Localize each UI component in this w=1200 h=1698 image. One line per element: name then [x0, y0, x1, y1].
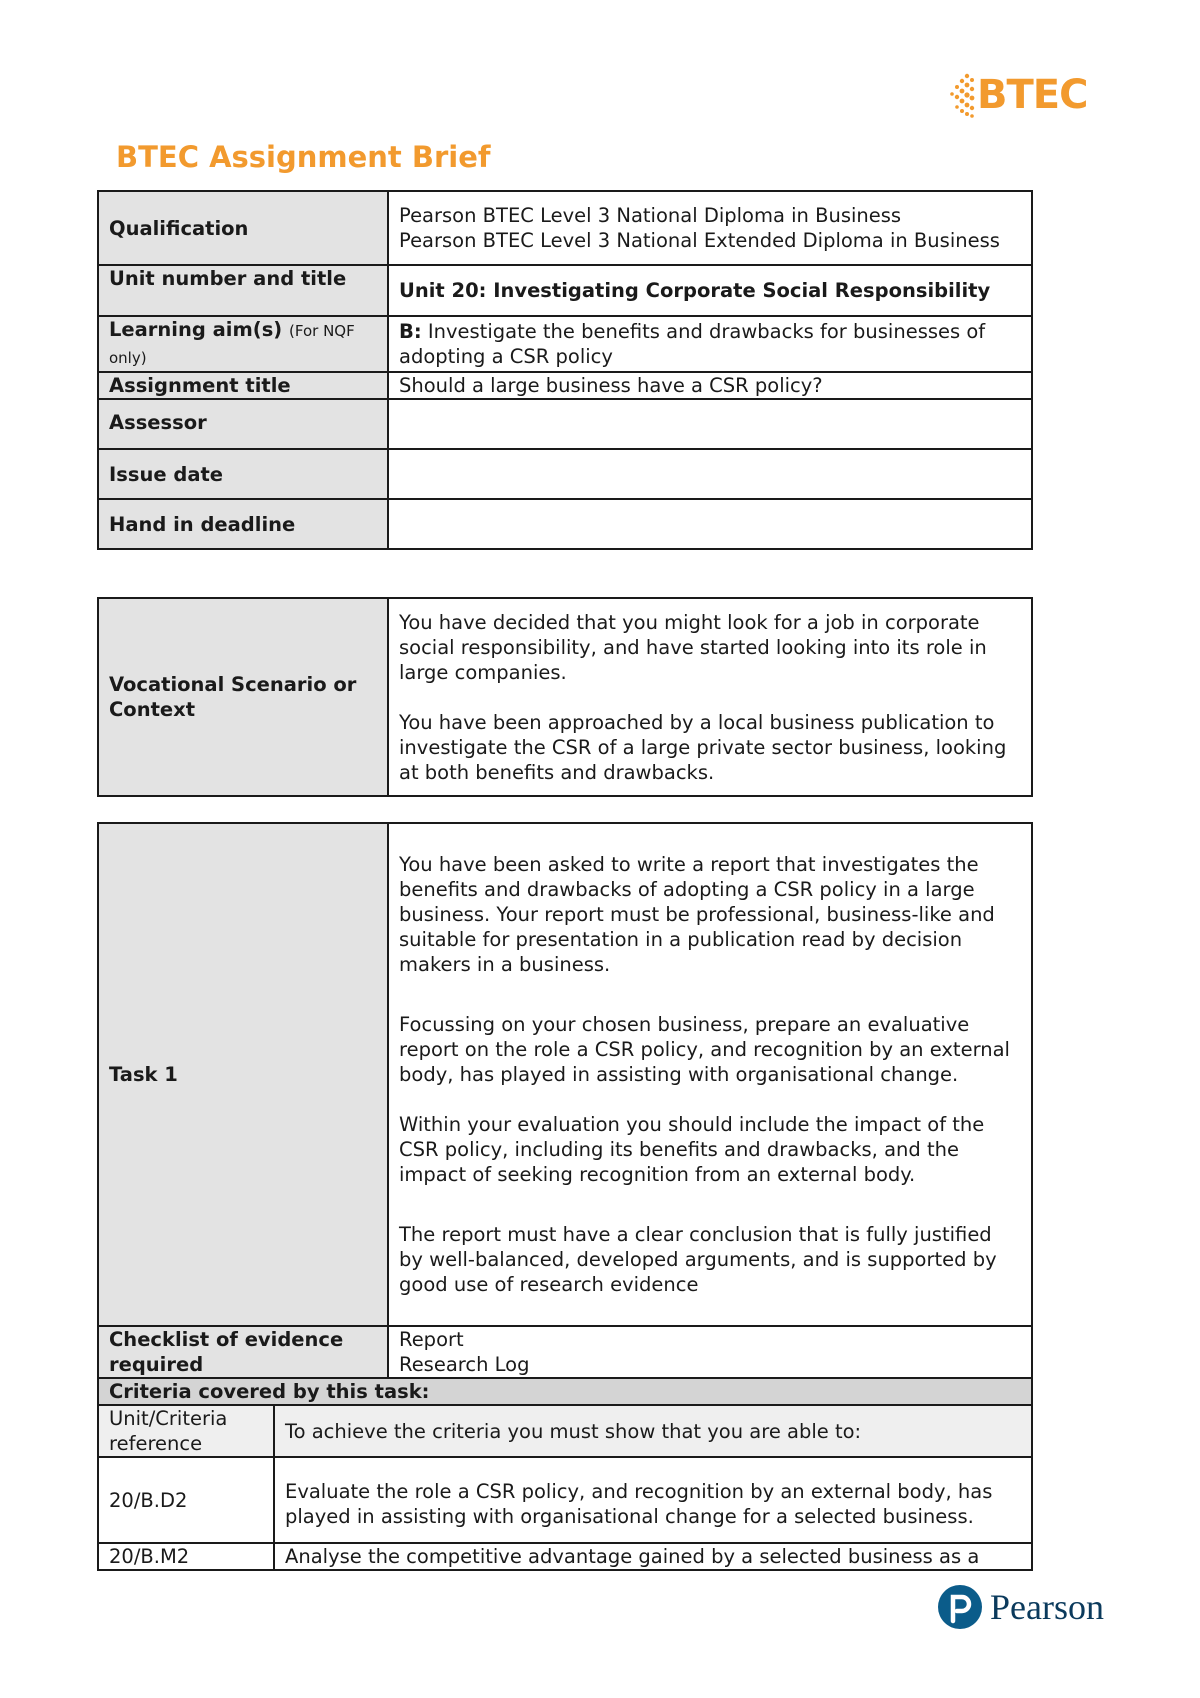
assignment-title-value: Should a large business have a CSR policy? [388, 372, 1032, 399]
qualification-row [98, 191, 1032, 265]
deadline-value[interactable] [388, 499, 1032, 549]
criteria-row [98, 1457, 1032, 1543]
learning-aim-label-text: Learning aim(s) [109, 318, 283, 341]
checklist-item: Report [399, 1328, 464, 1351]
scenario-paragraph: You have decided that you might look for a job in corporate social responsibility, and have started looking into its role in large companies. [399, 610, 987, 684]
scenario-label: Vocational Scenario or Context [98, 598, 388, 796]
pearson-p-icon [938, 1585, 982, 1629]
issue-date-row [98, 449, 1032, 499]
criteria-ref: 20/B.D2 [98, 1457, 274, 1543]
checklist-item: Research Log [399, 1353, 530, 1376]
btec-logo [945, 70, 1087, 120]
scenario-table [97, 597, 1033, 797]
page-title: BTEC Assignment Brief [116, 140, 491, 174]
btec-logo-text: BTEC [977, 72, 1088, 118]
criteria-heading-row [98, 1378, 1032, 1405]
scenario-row [98, 598, 1032, 796]
criteria-desc-header: To achieve the criteria you must show that you are able to: [274, 1405, 1032, 1457]
scenario-paragraph: You have been approached by a local business publication to investigate the CSR of a large private sector business, looking at both benefits and drawbacks. [399, 710, 1007, 784]
deadline-row [98, 499, 1032, 549]
deadline-label: Hand in deadline [98, 499, 388, 549]
assignment-title-row [98, 372, 1032, 399]
criteria-header-row [98, 1405, 1032, 1457]
criteria-ref-header: Unit/Criteria reference [98, 1405, 274, 1457]
task-description [388, 823, 1032, 1326]
criteria-text: Analyse the competitive advantage gained by a selected business as a [274, 1543, 1032, 1570]
task-paragraph: Within your evaluation you should include the impact of the CSR policy, including its benefits and drawbacks, and the impact of seeking recognition from an external body. [399, 1113, 985, 1186]
unit-label: Unit number and title [98, 265, 388, 316]
assignment-title-label: Assignment title [98, 372, 388, 399]
task-paragraph: The report must have a clear conclusion that is fully justified by well-balanced, developed arguments, and is supported by good use of research evidence [399, 1223, 997, 1296]
criteria-text: Evaluate the role a CSR policy, and recognition by an external body, has played in assisting with organisational change for a selected business. [274, 1457, 1032, 1543]
criteria-row [98, 1543, 1032, 1570]
checklist-row [98, 1326, 1032, 1378]
task-paragraph: You have been asked to write a report that investigates the benefits and drawbacks of adopting a CSR policy in a large business. Your report must be professional, business-like and suitable for presentation in a publication read by decision makers in a business. [399, 853, 995, 976]
learning-aim-row [98, 316, 1032, 372]
details-table [97, 190, 1033, 550]
unit-row [98, 265, 1032, 316]
learning-aim-text: Investigate the benefits and drawbacks for businesses of adopting a CSR policy [399, 320, 986, 368]
assessor-row [98, 399, 1032, 449]
task-label: Task 1 [98, 823, 388, 1326]
task-paragraph: Focussing on your chosen business, prepare an evaluative report on the role a CSR policy, and recognition by an external body, has played in assisting with organisational change. [399, 1013, 1010, 1086]
qualification-line: Pearson BTEC Level 3 National Diploma in Business [399, 204, 902, 227]
task-row [98, 823, 1032, 1326]
scenario-value [388, 598, 1032, 796]
learning-aim-value [388, 316, 1032, 372]
issue-date-value[interactable] [388, 449, 1032, 499]
qualification-value [388, 191, 1032, 265]
assessor-label: Assessor [98, 399, 388, 449]
learning-aim-prefix: B: [399, 320, 422, 343]
criteria-ref: 20/B.M2 [98, 1543, 274, 1570]
learning-aim-label [98, 316, 388, 372]
task-table [97, 822, 1033, 1571]
pearson-logo [938, 1585, 1104, 1629]
qualification-line: Pearson BTEC Level 3 National Extended Diploma in Business [399, 229, 1000, 252]
checklist-value [388, 1326, 1032, 1378]
assessor-value[interactable] [388, 399, 1032, 449]
issue-date-label: Issue date [98, 449, 388, 499]
learning-aim-note: (For NQF only) [109, 322, 355, 367]
qualification-label: Qualification [98, 191, 388, 265]
btec-dots-icon [945, 70, 975, 120]
criteria-heading: Criteria covered by this task: [98, 1378, 1032, 1405]
checklist-label: Checklist of evidence required [98, 1326, 388, 1378]
unit-value: Unit 20: Investigating Corporate Social Responsibility [388, 265, 1032, 316]
pearson-logo-text: Pearson [990, 1587, 1104, 1627]
